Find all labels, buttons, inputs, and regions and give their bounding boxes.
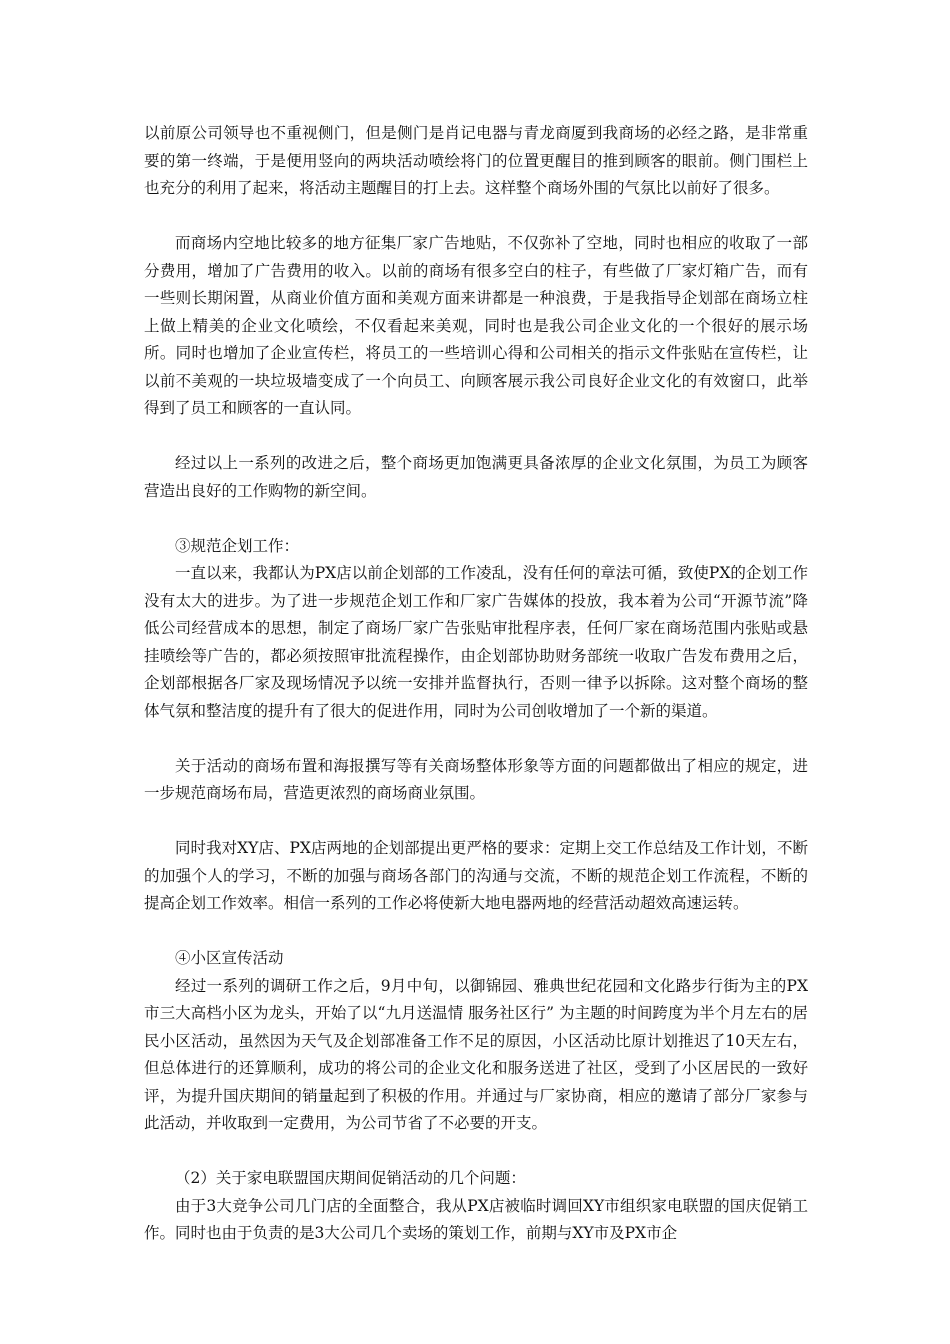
paragraph-standardize: 一直以来，我都认为PX店以前企划部的工作凌乱，没有任何的章法可循，致使PX的企划工作没有太大的进步。为了进一步规范企划工作和厂家广告媒体的投放，我本着为公司“开源节流”降低公司经营成本的思想，制定了商场厂家广告张贴审批程序表，任何厂家在商场范围内张贴或悬挂喷绘等广告的，都必须按照审批流程操作，由企划部协助财务部统一收取广告发布费用之后，企划部根据各厂家及现场情况予以统一安排并监督执行，否则一律予以拆除。这对整个商场的整体气氛和整洁度的提升有了很大的促进作用，同时为公司创收增加了一个新的渠道。: [144, 564, 808, 720]
paragraph-gap: [144, 725, 808, 753]
paragraph-floor-ads: 而商场内空地比较多的地方征集厂家广告地贴，不仅弥补了空地，同时也相应的收取了一部分费用，增加了广告费用的收入。以前的商场有很多空白的柱子，有些做了厂家灯箱广告，而有一些则长期闲置，从商业价值方面和美观方面来讲都是一种浪费，于是我指导企划部在商场立柱上做上精美的企业文化喷绘，不仅看起来美观，同时也是我公司企业文化的一个很好的展示场所。同时也增加了企业宣传栏，将员工的一些培训心得和公司相关的指示文件张贴在宣传栏，让以前不美观的一块垃圾墙变成了一个向员工、向顾客展示我公司良好企业文化的有效窗口，此举得到了员工和顾客的一直认同。: [144, 234, 808, 417]
paragraph-community: 经过一系列的调研工作之后，9月中旬，以御锦园、雅典世纪花园和文化路步行街为主的PX市三大高档小区为龙头，开始了以“九月送温情 服务社区行” 为主题的时间跨度为半个月左右的居民小区活动，虽然因为天气及企划部准备工作不足的原因，小区活动比原计划推迟了10天左右，但总体进行的还算顺利，成功的将公司的企业文化和服务送进了社区，受到了小区居民的一致好评，为提升国庆期间的销量起到了积极的作用。并通过与厂家协商，相应的邀请了部分厂家参与此活动，并收取到一定费用，为公司节省了不必要的开支。: [144, 976, 808, 1132]
paragraph-gap: [144, 423, 808, 451]
paragraph-gap: [144, 1138, 808, 1166]
paragraph-side-door: 以前原公司领导也不重视侧门，但是侧门是肖记电器与青龙商厦到我商场的必经之路，是非常重要的第一终端，于是便用竖向的两块活动喷绘将门的位置更醒目的推到顾客的眼前。侧门围栏上也充分的利用了起来，将活动主题醒目的打上去。这样整个商场外围的气氛比以前好了很多。: [144, 124, 808, 197]
paragraph-gap: [144, 918, 808, 946]
paragraph-improvements: 经过以上一系列的改进之后，整个商场更加饱满更具备浓厚的企业文化氛围，为员工为顾客营造出良好的工作购物的新空间。: [144, 454, 808, 500]
section-heading-alliance: （2）关于家电联盟国庆期间促销活动的几个问题：: [175, 1169, 526, 1187]
paragraph-gap: [144, 203, 808, 231]
section-heading-standardize: ③规范企划工作：: [175, 536, 300, 555]
paragraph-gap: [144, 505, 808, 533]
paragraph-layout-rules: 关于活动的商场布置和海报撰写等有关商场整体形象等方面的问题都做出了相应的规定，进一步规范商场布局，营造更浓烈的商场商业氛围。: [144, 756, 808, 802]
section-heading-community: ④小区宣传活动: [175, 949, 284, 967]
paragraph-gap: [144, 808, 808, 836]
paragraph-alliance: 由于3大竞争公司几门店的全面整合，我从PX店被临时调回XY市组织家电联盟的国庆促销工作。同时也由于负责的是3大公司几个卖场的策划工作，前期与XY市及PX市企: [144, 1196, 808, 1242]
document-page: [144, 120, 808, 1248]
paragraph-requirements: 同时我对XY店、PX店两地的企划部提出更严格的要求：定期上交工作总结及工作计划，不断的加强个人的学习，不断的加强与商场各部门的沟通与交流，不断的规范企划工作流程，不断的提高企划工作效率。相信一系列的工作必将使新大地电器两地的经营活动超效高速运转。: [144, 839, 808, 912]
